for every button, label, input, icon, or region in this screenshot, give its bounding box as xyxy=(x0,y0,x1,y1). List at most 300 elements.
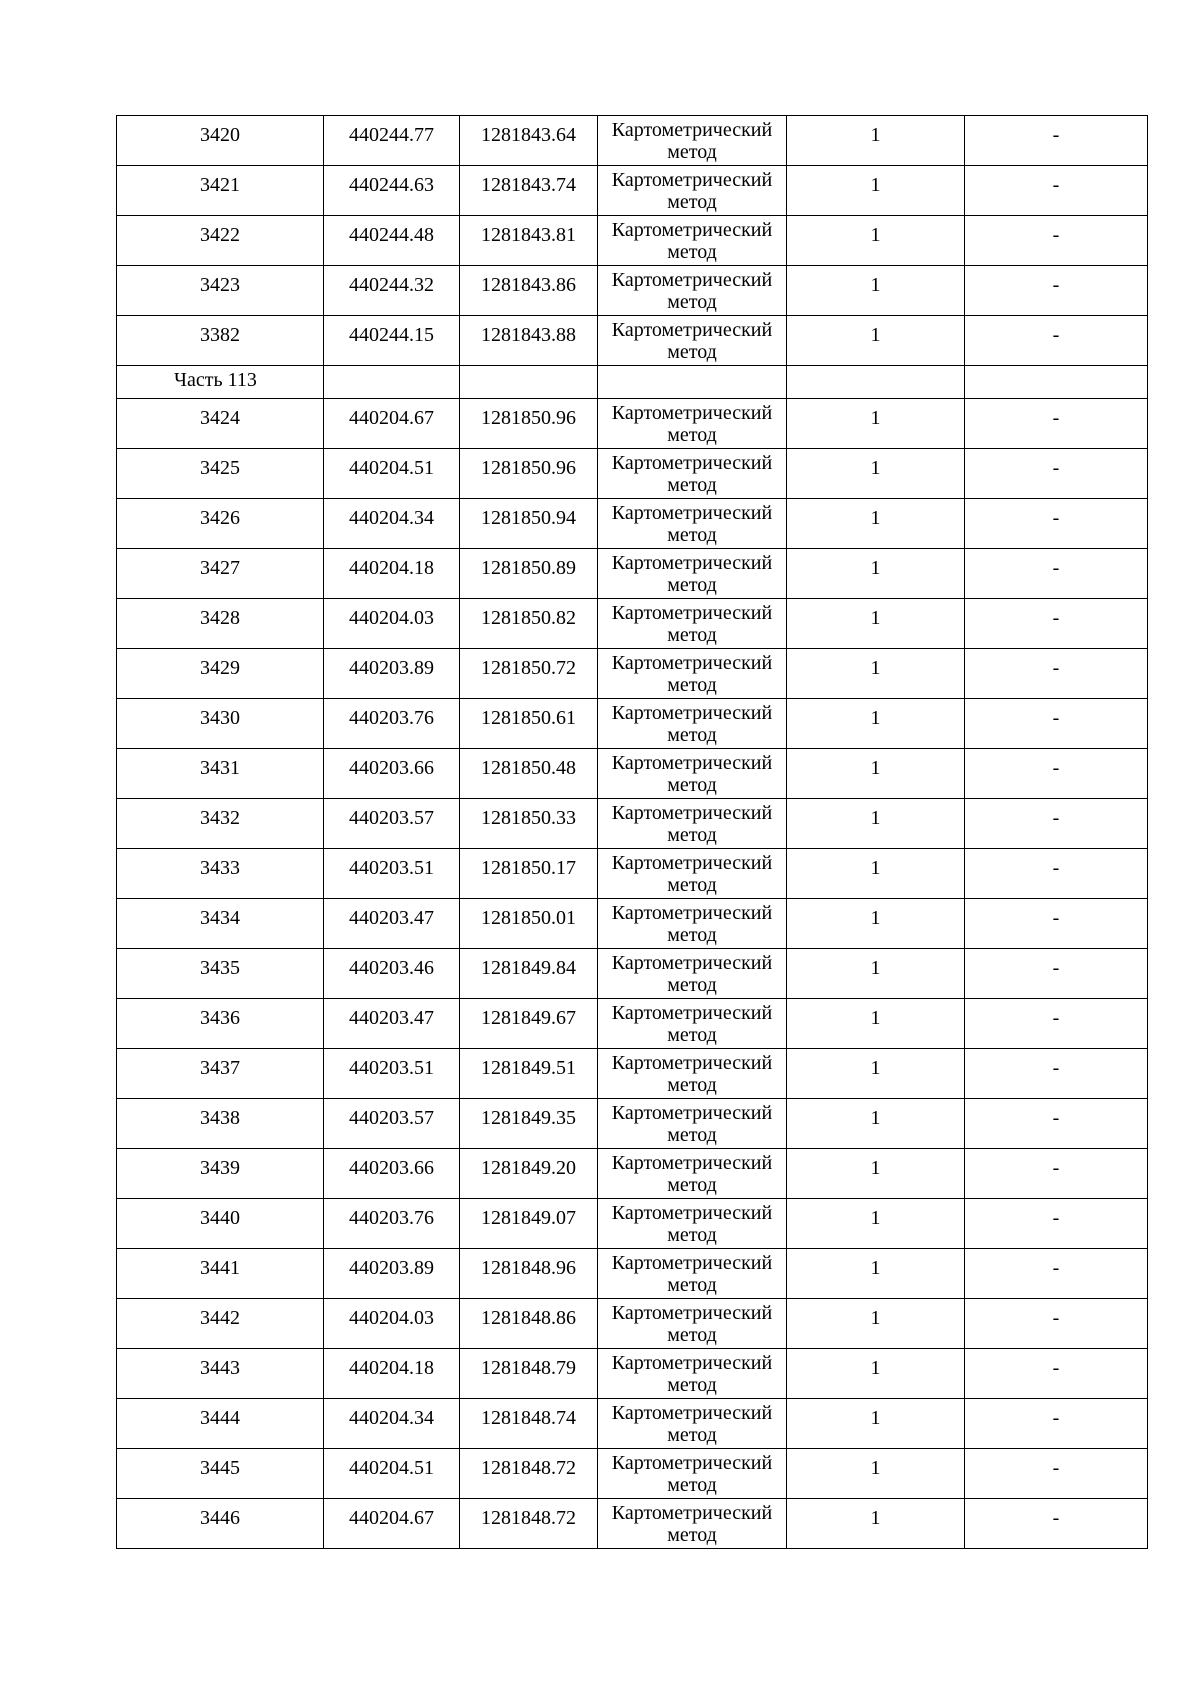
accuracy-cell xyxy=(787,1299,965,1349)
method-line1: Картометрический xyxy=(611,652,773,674)
accuracy-cell xyxy=(787,849,965,899)
y-coordinate-value: 1281843.81 xyxy=(481,224,576,246)
y-coordinate-cell xyxy=(460,1199,598,1249)
note-cell xyxy=(965,316,1148,366)
method-line2: метод xyxy=(667,924,717,946)
point-id-value: 3437 xyxy=(200,1057,240,1079)
method-cell xyxy=(598,499,787,549)
y-coordinate-cell xyxy=(460,849,598,899)
method-line1: Картометрический xyxy=(611,502,773,524)
method-cell xyxy=(598,999,787,1049)
method-line2: метод xyxy=(667,774,717,796)
method-cell xyxy=(598,549,787,599)
accuracy-cell xyxy=(787,899,965,949)
note-cell xyxy=(965,849,1148,899)
x-coordinate-value: 440203.57 xyxy=(349,1107,434,1129)
x-coordinate-cell xyxy=(324,999,460,1049)
x-coordinate-value: 440204.34 xyxy=(349,1407,434,1429)
table-row xyxy=(117,899,1148,949)
method-line1: Картометрический xyxy=(611,1502,773,1524)
accuracy-cell xyxy=(787,1099,965,1149)
x-coordinate-value: 440204.18 xyxy=(349,557,434,579)
part-header-row xyxy=(117,366,1148,399)
x-coordinate-value: 440203.47 xyxy=(349,1007,434,1029)
x-coordinate-value: 440203.89 xyxy=(349,657,434,679)
empty-cell xyxy=(324,366,460,399)
table-row xyxy=(117,599,1148,649)
point-id-value: 3426 xyxy=(200,507,240,529)
x-coordinate-value: 440244.77 xyxy=(349,124,434,146)
y-coordinate-value: 1281848.86 xyxy=(481,1307,576,1329)
point-id-value: 3431 xyxy=(200,757,240,779)
x-coordinate-cell xyxy=(324,649,460,699)
method-line2: метод xyxy=(667,141,717,163)
point-id-cell xyxy=(117,1249,324,1299)
x-coordinate-value: 440203.46 xyxy=(349,957,434,979)
accuracy-cell xyxy=(787,749,965,799)
accuracy-cell xyxy=(787,116,965,166)
note-value: - xyxy=(1052,557,1060,579)
y-coordinate-cell xyxy=(460,599,598,649)
method-cell xyxy=(598,1049,787,1099)
note-cell xyxy=(965,1099,1148,1149)
note-value: - xyxy=(1052,907,1060,929)
x-coordinate-value: 440203.57 xyxy=(349,807,434,829)
method-cell xyxy=(598,649,787,699)
table-row xyxy=(117,1249,1148,1299)
point-id-value: 3424 xyxy=(200,407,240,429)
y-coordinate-value: 1281848.72 xyxy=(481,1457,576,1479)
x-coordinate-cell xyxy=(324,949,460,999)
method-cell xyxy=(598,266,787,316)
y-coordinate-value: 1281850.72 xyxy=(481,657,576,679)
note-value: - xyxy=(1052,507,1060,529)
accuracy-value: 1 xyxy=(870,757,881,779)
point-id-cell xyxy=(117,399,324,449)
note-value: - xyxy=(1052,657,1060,679)
accuracy-value: 1 xyxy=(870,607,881,629)
accuracy-cell xyxy=(787,699,965,749)
x-coordinate-value: 440244.32 xyxy=(349,274,434,296)
note-cell xyxy=(965,649,1148,699)
y-coordinate-cell xyxy=(460,1499,598,1549)
y-coordinate-value: 1281850.33 xyxy=(481,807,576,829)
method-line2: метод xyxy=(667,1074,717,1096)
method-line1: Картометрический xyxy=(611,219,773,241)
table-row xyxy=(117,1349,1148,1399)
note-value: - xyxy=(1052,124,1060,146)
x-coordinate-value: 440203.66 xyxy=(349,1157,434,1179)
point-id-value: 3425 xyxy=(200,457,240,479)
y-coordinate-cell xyxy=(460,899,598,949)
y-coordinate-value: 1281849.51 xyxy=(481,1057,576,1079)
method-line2: метод xyxy=(667,1174,717,1196)
accuracy-cell xyxy=(787,499,965,549)
accuracy-cell xyxy=(787,799,965,849)
y-coordinate-value: 1281843.88 xyxy=(481,324,576,346)
y-coordinate-cell xyxy=(460,449,598,499)
method-line1: Картометрический xyxy=(611,452,773,474)
point-id-cell xyxy=(117,1299,324,1349)
note-value: - xyxy=(1052,1107,1060,1129)
point-id-value: 3443 xyxy=(200,1357,240,1379)
note-cell xyxy=(965,449,1148,499)
y-coordinate-value: 1281849.07 xyxy=(481,1207,576,1229)
method-cell xyxy=(598,1449,787,1499)
method-line1: Картометрический xyxy=(611,169,773,191)
point-id-value: 3382 xyxy=(200,324,240,346)
note-value: - xyxy=(1052,707,1060,729)
method-line1: Картометрический xyxy=(611,902,773,924)
note-cell xyxy=(965,1049,1148,1099)
method-line2: метод xyxy=(667,341,717,363)
method-line2: метод xyxy=(667,674,717,696)
y-coordinate-value: 1281848.74 xyxy=(481,1407,576,1429)
note-cell xyxy=(965,549,1148,599)
point-id-cell xyxy=(117,549,324,599)
x-coordinate-cell xyxy=(324,1449,460,1499)
method-line1: Картометрический xyxy=(611,1302,773,1324)
accuracy-value: 1 xyxy=(870,407,881,429)
method-line1: Картометрический xyxy=(611,1452,773,1474)
table-row xyxy=(117,399,1148,449)
y-coordinate-value: 1281849.35 xyxy=(481,1107,576,1129)
method-line1: Картометрический xyxy=(611,1102,773,1124)
point-id-value: 3444 xyxy=(200,1407,240,1429)
note-value: - xyxy=(1052,457,1060,479)
x-coordinate-value: 440204.18 xyxy=(349,1357,434,1379)
y-coordinate-cell xyxy=(460,749,598,799)
y-coordinate-value: 1281850.01 xyxy=(481,907,576,929)
method-line2: метод xyxy=(667,1424,717,1446)
x-coordinate-cell xyxy=(324,749,460,799)
y-coordinate-value: 1281848.96 xyxy=(481,1257,576,1279)
y-coordinate-cell xyxy=(460,399,598,449)
y-coordinate-cell xyxy=(460,1299,598,1349)
method-line1: Картометрический xyxy=(611,269,773,291)
x-coordinate-cell xyxy=(324,1399,460,1449)
table-row xyxy=(117,266,1148,316)
point-id-cell xyxy=(117,949,324,999)
y-coordinate-value: 1281850.17 xyxy=(481,857,576,879)
x-coordinate-value: 440203.76 xyxy=(349,707,434,729)
method-line1: Картометрический xyxy=(611,1202,773,1224)
x-coordinate-value: 440203.47 xyxy=(349,907,434,929)
method-line1: Картометрический xyxy=(611,402,773,424)
method-line2: метод xyxy=(667,1324,717,1346)
point-id-value: 3438 xyxy=(200,1107,240,1129)
x-coordinate-cell xyxy=(324,449,460,499)
method-line2: метод xyxy=(667,1274,717,1296)
note-value: - xyxy=(1052,274,1060,296)
y-coordinate-cell xyxy=(460,1449,598,1499)
note-value: - xyxy=(1052,1207,1060,1229)
y-coordinate-cell xyxy=(460,316,598,366)
point-id-value: 3435 xyxy=(200,957,240,979)
empty-cell xyxy=(787,366,965,399)
accuracy-value: 1 xyxy=(870,174,881,196)
y-coordinate-value: 1281849.84 xyxy=(481,957,576,979)
point-id-value: 3442 xyxy=(200,1307,240,1329)
accuracy-cell xyxy=(787,1399,965,1449)
point-id-cell xyxy=(117,1449,324,1499)
method-line2: метод xyxy=(667,624,717,646)
accuracy-value: 1 xyxy=(870,324,881,346)
point-id-cell xyxy=(117,1049,324,1099)
y-coordinate-value: 1281850.89 xyxy=(481,557,576,579)
method-line1: Картометрический xyxy=(611,952,773,974)
y-coordinate-cell xyxy=(460,649,598,699)
note-cell xyxy=(965,1499,1148,1549)
x-coordinate-cell xyxy=(324,1199,460,1249)
accuracy-value: 1 xyxy=(870,807,881,829)
x-coordinate-cell xyxy=(324,499,460,549)
note-value: - xyxy=(1052,174,1060,196)
note-cell xyxy=(965,949,1148,999)
point-id-value: 3434 xyxy=(200,907,240,929)
note-cell xyxy=(965,266,1148,316)
note-value: - xyxy=(1052,857,1060,879)
point-id-cell xyxy=(117,499,324,549)
y-coordinate-cell xyxy=(460,166,598,216)
accuracy-value: 1 xyxy=(870,507,881,529)
note-value: - xyxy=(1052,1057,1060,1079)
y-coordinate-cell xyxy=(460,1399,598,1449)
y-coordinate-value: 1281849.67 xyxy=(481,1007,576,1029)
accuracy-value: 1 xyxy=(870,1057,881,1079)
point-id-value: 3430 xyxy=(200,707,240,729)
method-line2: метод xyxy=(667,291,717,313)
y-coordinate-value: 1281849.20 xyxy=(481,1157,576,1179)
y-coordinate-cell xyxy=(460,1049,598,1099)
point-id-cell xyxy=(117,1349,324,1399)
accuracy-cell xyxy=(787,949,965,999)
accuracy-cell xyxy=(787,266,965,316)
method-cell xyxy=(598,316,787,366)
x-coordinate-cell xyxy=(324,1099,460,1149)
x-coordinate-cell xyxy=(324,549,460,599)
method-cell xyxy=(598,849,787,899)
table-row xyxy=(117,649,1148,699)
coordinates-table xyxy=(116,115,1148,1549)
note-value: - xyxy=(1052,607,1060,629)
table-row xyxy=(117,549,1148,599)
note-cell xyxy=(965,749,1148,799)
accuracy-cell xyxy=(787,1149,965,1199)
method-line1: Картометрический xyxy=(611,802,773,824)
method-cell xyxy=(598,166,787,216)
method-line2: метод xyxy=(667,724,717,746)
note-cell xyxy=(965,1249,1148,1299)
method-line2: метод xyxy=(667,1374,717,1396)
accuracy-cell xyxy=(787,1499,965,1549)
x-coordinate-cell xyxy=(324,216,460,266)
accuracy-value: 1 xyxy=(870,124,881,146)
x-coordinate-cell xyxy=(324,316,460,366)
accuracy-value: 1 xyxy=(870,1407,881,1429)
y-coordinate-cell xyxy=(460,549,598,599)
point-id-cell xyxy=(117,266,324,316)
table-row xyxy=(117,1049,1148,1099)
accuracy-value: 1 xyxy=(870,224,881,246)
note-cell xyxy=(965,1449,1148,1499)
method-line2: метод xyxy=(667,191,717,213)
point-id-value: 3439 xyxy=(200,1157,240,1179)
method-line2: метод xyxy=(667,241,717,263)
accuracy-value: 1 xyxy=(870,957,881,979)
table-row xyxy=(117,1499,1148,1549)
method-cell xyxy=(598,1399,787,1449)
x-coordinate-cell xyxy=(324,1299,460,1349)
note-value: - xyxy=(1052,324,1060,346)
accuracy-value: 1 xyxy=(870,1507,881,1529)
point-id-cell xyxy=(117,849,324,899)
method-cell xyxy=(598,399,787,449)
x-coordinate-value: 440204.67 xyxy=(349,1507,434,1529)
accuracy-cell xyxy=(787,316,965,366)
part-label: Часть 113 xyxy=(174,369,257,391)
note-value: - xyxy=(1052,1357,1060,1379)
y-coordinate-cell xyxy=(460,1249,598,1299)
accuracy-cell xyxy=(787,549,965,599)
accuracy-value: 1 xyxy=(870,1207,881,1229)
note-value: - xyxy=(1052,757,1060,779)
x-coordinate-value: 440203.76 xyxy=(349,1207,434,1229)
point-id-cell xyxy=(117,899,324,949)
method-cell xyxy=(598,1249,787,1299)
x-coordinate-value: 440203.51 xyxy=(349,857,434,879)
method-line2: метод xyxy=(667,1024,717,1046)
empty-cell xyxy=(460,366,598,399)
point-id-value: 3432 xyxy=(200,807,240,829)
point-id-cell xyxy=(117,1499,324,1549)
accuracy-cell xyxy=(787,1449,965,1499)
accuracy-value: 1 xyxy=(870,274,881,296)
y-coordinate-cell xyxy=(460,699,598,749)
method-cell xyxy=(598,799,787,849)
accuracy-value: 1 xyxy=(870,457,881,479)
x-coordinate-cell xyxy=(324,166,460,216)
y-coordinate-value: 1281850.96 xyxy=(481,407,576,429)
point-id-cell xyxy=(117,999,324,1049)
note-cell xyxy=(965,599,1148,649)
point-id-value: 3445 xyxy=(200,1457,240,1479)
point-id-cell xyxy=(117,1099,324,1149)
table-row xyxy=(117,316,1148,366)
x-coordinate-value: 440244.63 xyxy=(349,174,434,196)
accuracy-value: 1 xyxy=(870,1257,881,1279)
note-value: - xyxy=(1052,1407,1060,1429)
y-coordinate-cell xyxy=(460,1349,598,1399)
table-row xyxy=(117,1199,1148,1249)
method-cell xyxy=(598,1149,787,1199)
note-cell xyxy=(965,166,1148,216)
note-cell xyxy=(965,116,1148,166)
note-value: - xyxy=(1052,1507,1060,1529)
method-line1: Картометрический xyxy=(611,1252,773,1274)
point-id-cell xyxy=(117,1149,324,1199)
part-label-cell xyxy=(117,366,324,399)
y-coordinate-value: 1281848.79 xyxy=(481,1357,576,1379)
empty-cell xyxy=(598,366,787,399)
x-coordinate-value: 440203.89 xyxy=(349,1257,434,1279)
note-value: - xyxy=(1052,1007,1060,1029)
accuracy-value: 1 xyxy=(870,1457,881,1479)
point-id-cell xyxy=(117,749,324,799)
method-line1: Картометрический xyxy=(611,752,773,774)
accuracy-value: 1 xyxy=(870,1107,881,1129)
note-cell xyxy=(965,799,1148,849)
x-coordinate-value: 440244.15 xyxy=(349,324,434,346)
y-coordinate-value: 1281843.86 xyxy=(481,274,576,296)
accuracy-cell xyxy=(787,166,965,216)
point-id-value: 3440 xyxy=(200,1207,240,1229)
point-id-cell xyxy=(117,316,324,366)
y-coordinate-value: 1281848.72 xyxy=(481,1507,576,1529)
accuracy-cell xyxy=(787,1349,965,1399)
y-coordinate-value: 1281850.48 xyxy=(481,757,576,779)
point-id-cell xyxy=(117,699,324,749)
note-cell xyxy=(965,1199,1148,1249)
y-coordinate-cell xyxy=(460,949,598,999)
accuracy-cell xyxy=(787,1049,965,1099)
x-coordinate-value: 440204.51 xyxy=(349,457,434,479)
note-value: - xyxy=(1052,224,1060,246)
method-line1: Картометрический xyxy=(611,119,773,141)
table-row xyxy=(117,1149,1148,1199)
note-cell xyxy=(965,899,1148,949)
y-coordinate-value: 1281843.74 xyxy=(481,174,576,196)
x-coordinate-cell xyxy=(324,1249,460,1299)
y-coordinate-cell xyxy=(460,1149,598,1199)
note-cell xyxy=(965,1399,1148,1449)
y-coordinate-cell xyxy=(460,266,598,316)
accuracy-cell xyxy=(787,1249,965,1299)
x-coordinate-value: 440204.51 xyxy=(349,1457,434,1479)
method-line2: метод xyxy=(667,1224,717,1246)
method-line1: Картометрический xyxy=(611,552,773,574)
accuracy-cell xyxy=(787,1199,965,1249)
method-cell xyxy=(598,449,787,499)
point-id-cell xyxy=(117,449,324,499)
point-id-cell xyxy=(117,599,324,649)
x-coordinate-cell xyxy=(324,1499,460,1549)
point-id-value: 3422 xyxy=(200,224,240,246)
method-line2: метод xyxy=(667,1474,717,1496)
point-id-value: 3427 xyxy=(200,557,240,579)
accuracy-value: 1 xyxy=(870,557,881,579)
method-line1: Картометрический xyxy=(611,1152,773,1174)
point-id-cell xyxy=(117,799,324,849)
table-row xyxy=(117,999,1148,1049)
y-coordinate-value: 1281850.96 xyxy=(481,457,576,479)
method-cell xyxy=(598,1499,787,1549)
accuracy-value: 1 xyxy=(870,907,881,929)
method-cell xyxy=(598,116,787,166)
method-line1: Картометрический xyxy=(611,1352,773,1374)
accuracy-value: 1 xyxy=(870,707,881,729)
table-row xyxy=(117,216,1148,266)
x-coordinate-cell xyxy=(324,399,460,449)
method-line2: метод xyxy=(667,424,717,446)
method-line2: метод xyxy=(667,474,717,496)
point-id-value: 3436 xyxy=(200,1007,240,1029)
x-coordinate-value: 440204.67 xyxy=(349,407,434,429)
method-line2: метод xyxy=(667,824,717,846)
accuracy-cell xyxy=(787,399,965,449)
method-cell xyxy=(598,1099,787,1149)
method-line1: Картометрический xyxy=(611,1002,773,1024)
